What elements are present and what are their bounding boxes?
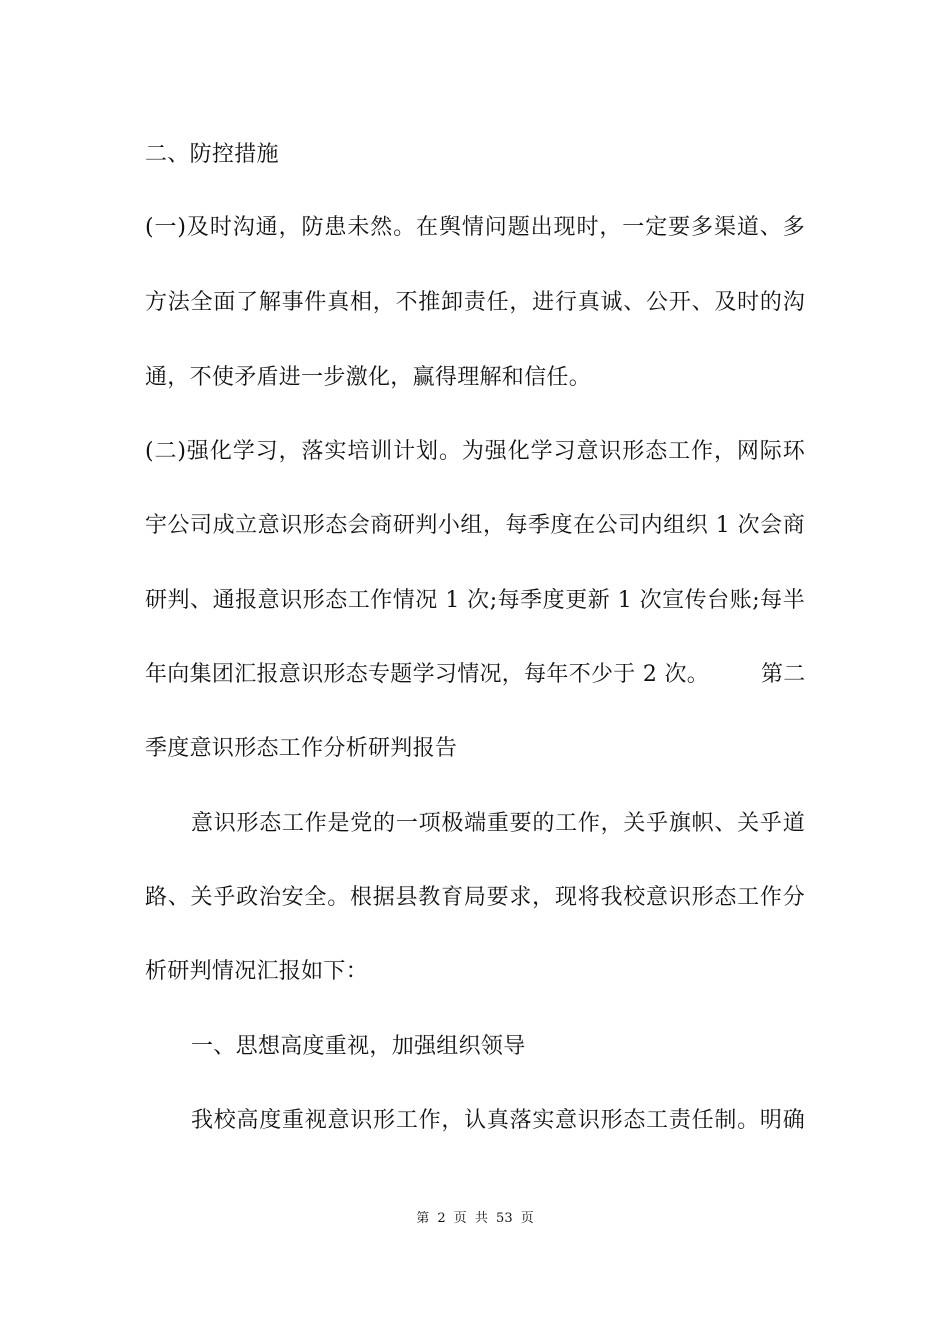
paragraph-line: 宇公司成立意识形态会商研判小组，每季度在公司内组织 1 次会商 xyxy=(145,513,805,538)
title-fragment: 第二 xyxy=(761,662,806,687)
paragraph-line: 年向集团汇报意识形态专题学习情况，每年不少于 2 次。 xyxy=(145,662,710,687)
paragraph-line: (二)强化学习，落实培训计划。为强化学习意识形态工作，网际环 xyxy=(145,439,805,464)
paragraph-line: 研判、通报意识形态工作情况 1 次;每季度更新 1 次宣传台账;每半 xyxy=(145,588,805,613)
section-heading-leadership: 一、思想高度重视，加强组织领导 xyxy=(191,1034,526,1059)
section-heading-prevention: 二、防控措施 xyxy=(145,142,279,167)
paragraph-line: 意识形态工作是党的一项极端重要的工作，关乎旗帜、关乎道 xyxy=(191,811,805,836)
report-title-line: 季度意识形态工作分析研判报告 xyxy=(145,736,458,761)
paragraph-line: (一)及时沟通，防患未然。在舆情问题出现时，一定要多渠道、多 xyxy=(145,215,805,240)
paragraph-line: 我校高度重视意识形工作，认真落实意识形态工责任制。明确 xyxy=(191,1108,805,1133)
paragraph-line: 通，不使矛盾进一步激化，赢得理解和信任。 xyxy=(145,365,592,390)
paragraph-line: 方法全面了解事件真相，不推卸责任，进行真诚、公开、及时的沟 xyxy=(145,290,805,315)
paragraph-line: 路、关乎政治安全。根据县教育局要求，现将我校意识形态工作分 xyxy=(145,885,805,910)
paragraph-line: 析研判情况汇报如下： xyxy=(145,959,369,984)
page-number-footer: 第 2 页 共 53 页 xyxy=(416,1211,534,1226)
